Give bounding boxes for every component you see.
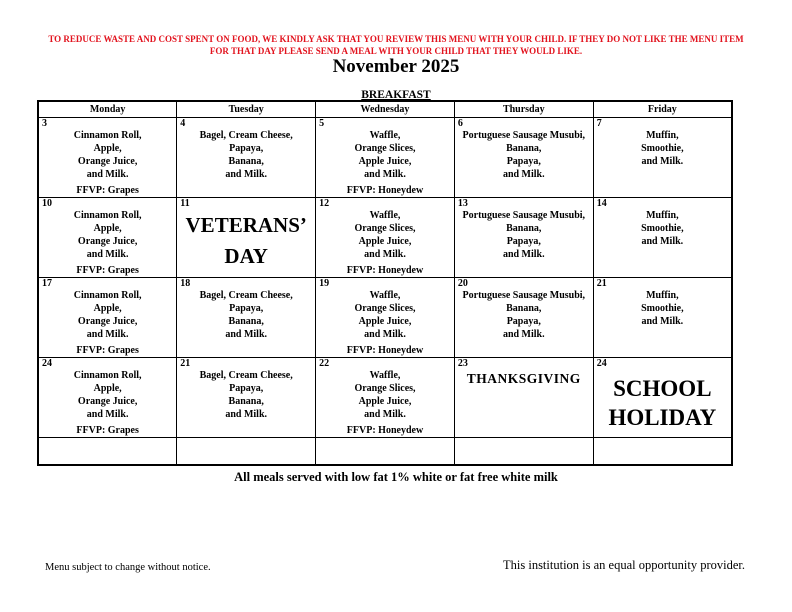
day-cell (454, 278, 593, 358)
empty-cell (38, 438, 177, 465)
day-number: 24 (42, 358, 52, 369)
week-row (38, 118, 732, 198)
menu-line: Bagel, Cream Cheese, (199, 130, 293, 141)
day-number: 22 (319, 358, 330, 369)
day-number: 14 (596, 198, 607, 209)
day-cell (177, 358, 316, 438)
empty-row (38, 438, 732, 465)
holiday-label (455, 371, 593, 387)
menu-line: and Milk. (502, 169, 545, 180)
empty-cell (177, 438, 316, 465)
menu-line: Smoothie, (641, 303, 684, 314)
day-cell (38, 358, 177, 438)
menu-line: and Milk. (641, 316, 684, 327)
menu-line: Apple, (93, 223, 122, 234)
day-cell (38, 118, 177, 198)
meal-label: BREAKFAST (361, 89, 431, 101)
menu-line: and Milk. (225, 169, 268, 180)
holiday-label-line: SCHOOL (613, 376, 712, 401)
day-cell (177, 278, 316, 358)
menu-line: Waffle, (369, 290, 401, 301)
menu-line: Muffin, (646, 290, 679, 301)
menu-line: and Milk. (502, 329, 545, 340)
menu-items (455, 129, 593, 181)
menu-line: Orange Juice, (77, 316, 138, 327)
holiday-label-line: VETERANS’ (185, 213, 307, 237)
day-number: 21 (180, 358, 191, 369)
menu-line: and Milk. (225, 329, 268, 340)
menu-line: Portuguese Sausage Musubi, (462, 290, 586, 301)
footer-note-right: This institution is an equal opportunity provider. (503, 558, 745, 572)
menu-line: Papaya, (229, 383, 264, 394)
menu-items (177, 129, 315, 181)
day-number: 19 (319, 278, 330, 289)
week-row (38, 358, 732, 438)
menu-items (594, 209, 731, 248)
menu-line: Apple Juice, (358, 236, 412, 247)
day-cell (593, 118, 732, 198)
menu-line: Bagel, Cream Cheese, (199, 370, 293, 381)
day-cell (593, 358, 732, 438)
menu-line: Papaya, (229, 303, 264, 314)
day-number: 18 (180, 278, 191, 289)
menu-line: and Milk. (364, 249, 406, 260)
menu-line: Apple, (93, 143, 122, 154)
day-cell (593, 198, 732, 278)
holiday-label-line: THANKSGIVING (466, 371, 581, 386)
menu-line: Apple, (93, 303, 122, 314)
ffvp-label: FFVP: Honeydew (346, 345, 424, 356)
day-cell (454, 198, 593, 278)
menu-line: Apple, (93, 383, 122, 394)
menu-line: Smoothie, (641, 223, 684, 234)
menu-line: and Milk. (641, 156, 684, 167)
menu-line: Banana, (506, 303, 542, 314)
menu-line: and Milk. (641, 236, 684, 247)
menu-items (39, 369, 176, 421)
day-number: 23 (457, 358, 468, 369)
day-cell (177, 198, 316, 278)
day-cell (316, 358, 455, 438)
menu-line: Orange Slices, (354, 303, 416, 314)
page-title: November 2025 (332, 56, 460, 77)
day-cell (38, 278, 177, 358)
menu-line: Muffin, (646, 130, 679, 141)
menu-line: Waffle, (369, 370, 401, 381)
ffvp-label: FFVP: Grapes (76, 425, 139, 436)
menu-line: Orange Slices, (354, 223, 416, 234)
day-number: 12 (319, 198, 330, 209)
day-number: 10 (42, 198, 52, 209)
menu-line: Waffle, (369, 210, 401, 221)
holiday-label-line: HOLIDAY (608, 405, 717, 430)
day-cell (316, 118, 455, 198)
menu-line: Portuguese Sausage Musubi, (462, 210, 586, 221)
menu-line: Orange Juice, (77, 156, 138, 167)
day-cell (316, 278, 455, 358)
day-number: 5 (319, 118, 325, 129)
menu-line: Orange Slices, (354, 143, 416, 154)
menu-items (177, 369, 315, 421)
empty-cell (454, 438, 593, 465)
notice-line-2: FOR THAT DAY PLEASE SEND A MEAL WITH YOUR CHILD THAT THEY WOULD LIKE. (209, 45, 583, 56)
day-number: 17 (42, 278, 52, 289)
weekday-header: Thursday (454, 101, 593, 118)
ffvp-label: FFVP: Grapes (76, 345, 139, 356)
menu-line: Banana, (228, 396, 264, 407)
menu-line: Smoothie, (641, 143, 684, 154)
menu-items (455, 289, 593, 341)
menu-line: Orange Juice, (77, 396, 138, 407)
day-cell (38, 198, 177, 278)
weekday-header: Tuesday (177, 101, 316, 118)
menu-line: Banana, (506, 143, 542, 154)
holiday-label (594, 374, 731, 432)
menu-items (39, 209, 176, 261)
menu-items (177, 289, 315, 341)
ffvp-label: FFVP: Grapes (76, 265, 139, 276)
day-number: 4 (180, 118, 186, 129)
weekday-header: Monday (38, 101, 177, 118)
menu-line: and Milk. (86, 249, 129, 260)
menu-items (594, 289, 731, 328)
menu-line: Apple Juice, (358, 396, 412, 407)
day-number: 6 (457, 118, 463, 129)
menu-line: Apple Juice, (358, 156, 412, 167)
holiday-label (177, 210, 315, 272)
ffvp-label: FFVP: Honeydew (346, 425, 424, 436)
day-number: 21 (596, 278, 607, 289)
footer-note-left: Menu subject to change without notice. (45, 562, 211, 573)
empty-cell (316, 438, 455, 465)
menu-line: Banana, (506, 223, 542, 234)
ffvp-label: FFVP: Grapes (76, 185, 139, 196)
menu-items (594, 129, 731, 168)
menu-line: Papaya, (506, 316, 541, 327)
menu-items (316, 129, 454, 181)
menu-line: and Milk. (502, 249, 545, 260)
ffvp-label: FFVP: Honeydew (346, 185, 424, 196)
day-number: 11 (180, 198, 190, 209)
holiday-label-line: DAY (224, 244, 268, 268)
menu-line: Papaya, (229, 143, 264, 154)
menu-line: Cinnamon Roll, (73, 130, 142, 141)
menu-items (316, 369, 454, 421)
menu-line: Cinnamon Roll, (73, 290, 142, 301)
week-row (38, 198, 732, 278)
menu-line: Apple Juice, (358, 316, 412, 327)
menu-line: and Milk. (86, 409, 129, 420)
menu-line: and Milk. (364, 329, 406, 340)
menu-line: Muffin, (646, 210, 679, 221)
day-cell (454, 118, 593, 198)
weekday-header: Friday (593, 101, 732, 118)
menu-line: Cinnamon Roll, (73, 370, 142, 381)
menu-line: and Milk. (86, 169, 129, 180)
menu-line: Papaya, (506, 156, 541, 167)
menu-items (316, 209, 454, 261)
menu-line: Bagel, Cream Cheese, (199, 290, 293, 301)
day-number: 24 (596, 358, 607, 369)
menu-line: Banana, (228, 316, 264, 327)
menu-line: Orange Slices, (354, 383, 416, 394)
day-number: 20 (457, 278, 468, 289)
menu-line: Cinnamon Roll, (73, 210, 142, 221)
weekday-header: Wednesday (316, 101, 455, 118)
day-number: 7 (596, 118, 602, 129)
day-cell (593, 278, 732, 358)
menu-items (455, 209, 593, 261)
menu-line: and Milk. (86, 329, 129, 340)
menu-items (39, 289, 176, 341)
milk-note: All meals served with low fat 1% white or fat free white milk (234, 470, 558, 484)
breakfast-calendar (37, 100, 733, 466)
week-row (38, 278, 732, 358)
day-cell (316, 198, 455, 278)
menu-line: Waffle, (369, 130, 401, 141)
menu-line: Portuguese Sausage Musubi, (462, 130, 586, 141)
empty-cell (593, 438, 732, 465)
weekday-header-row (38, 101, 732, 118)
day-number: 13 (457, 198, 468, 209)
ffvp-label: FFVP: Honeydew (346, 265, 424, 276)
menu-line: and Milk. (225, 409, 268, 420)
day-cell (177, 118, 316, 198)
notice-line-1: TO REDUCE WASTE AND COST SPENT ON FOOD, WE KINDLY ASK THAT YOU REVIEW THIS MENU WITH YOUR CHILD. IF THEY DO NOT LIKE THE MENU ITEM (48, 34, 744, 44)
menu-line: Papaya, (506, 236, 541, 247)
menu-line: Banana, (228, 156, 264, 167)
menu-line: and Milk. (364, 409, 406, 420)
day-cell (454, 358, 593, 438)
menu-line: Orange Juice, (77, 236, 138, 247)
menu-items (316, 289, 454, 341)
menu-line: and Milk. (364, 169, 406, 180)
day-number: 3 (42, 118, 47, 129)
notice (20, 34, 772, 57)
menu-items (39, 129, 176, 181)
